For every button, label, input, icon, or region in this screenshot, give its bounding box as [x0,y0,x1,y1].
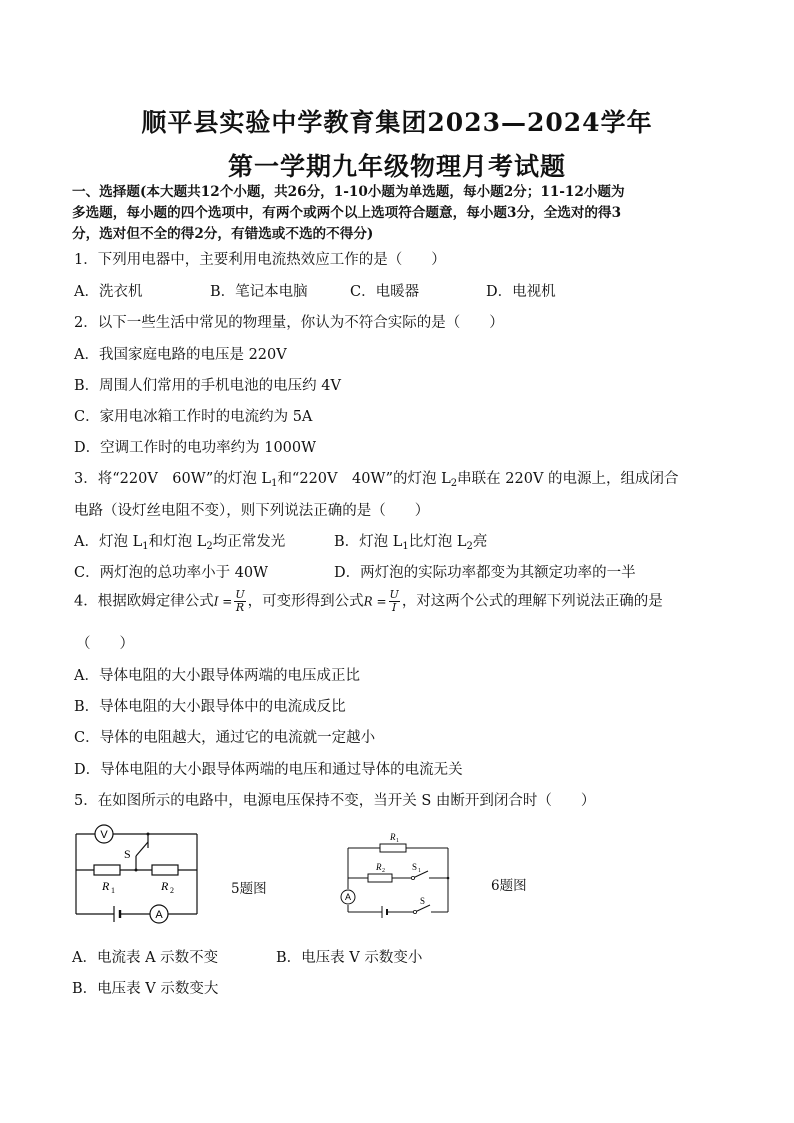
q2-option-a: A．我国家庭电路的电压是 220V [74,347,287,363]
q4-stem-text: ，可变形得到公式 [247,593,364,610]
q3-stem-text: 3．将“220V 60W”的灯泡 L [74,471,272,487]
junction-dot [447,877,450,880]
r2-label: R [161,879,169,893]
q2-option-b: B．周围人们常用的手机电池的电压约 4V [74,378,341,394]
voltmeter-label: V [100,829,108,841]
r1-label: R [390,832,396,842]
section1-instructions [72,182,722,245]
q4-option-c: C．导体的电阻越大，通过它的电流就一定越小 [74,730,376,746]
q1-option-c: C．电暖器 [350,284,420,300]
q3-option-b [334,530,487,552]
fraction-denominator: I [391,601,397,614]
fraction-numerator: U [235,588,245,601]
r1-subscript: 1 [111,886,115,895]
q1-stem: 1．下列用电器中，主要利用电流热效应工作的是（ ） [74,252,446,268]
figure6-caption: 6题图 [491,878,527,894]
formula-lhs: I = [213,594,233,609]
q4-stem [74,589,663,614]
exam-title-line2: 第一学期九年级物理月考试题 [227,152,566,181]
resistor-r1 [94,865,120,875]
option-text: B．灯泡 L [334,534,403,550]
q4-option-d: D．导体电阻的大小跟导体两端的电压和通过导体的电流无关 [74,762,463,778]
q2-option-d: D．空调工作时的电功率约为 1000W [74,440,317,456]
q1-option-b: B．笔记本电脑 [210,284,308,300]
q4-stem-text: ，对这两个公式的理解下列说法正确的是 [401,593,663,610]
q5-option-b: B．电压表 V 示数变小 [276,950,423,966]
q1-option-a: A．洗衣机 [74,284,143,300]
q3-option-d: D．两灯泡的实际功率都变为其额定功率的一半 [334,565,636,581]
formula-lhs: R = [363,594,387,609]
switch-blade [136,842,148,856]
s1-subscript: 1 [418,868,421,874]
resistor-r2 [368,874,392,882]
figure5-caption: 5题图 [231,881,267,897]
q3-stem-line2: 电路（设灯丝电阻不变），则下列说法正确的是（ ） [74,503,430,519]
instructions-line: 多选题，每小题的四个选项中，有两个或两个以上选项符合题意，每小题3分，全选对的得3 [72,205,622,221]
junction-dot [135,869,138,872]
option-subscript: 2 [206,541,213,552]
junction-dot [147,833,150,836]
option-text: 和灯泡 L [148,534,207,550]
q4-option-b: B．导体电阻的大小跟导体中的电流成反比 [74,699,346,715]
resistor-r2 [152,865,178,875]
switch-s-blade [415,905,430,912]
switch-contact [411,876,414,879]
option-text: 亮 [472,534,488,550]
q3-stem-text: 和“220V 40W”的灯泡 L [277,471,451,487]
q3-option-c: C．两灯泡的总功率小于 40W [74,565,269,581]
ammeter-label: A [344,892,352,902]
option-text: A．灯泡 L [74,534,143,550]
s-label: S [420,896,426,906]
q3-option-a [74,530,285,552]
option-text: 比灯泡 L [408,534,467,550]
instructions-line: 一、选择题(本大题共12个小题，共26分，1-10小题为单选题，每小题2分；11-12小题为 [72,184,625,200]
q2-stem: 2．以下一些生活中常见的物理量，你认为不符合实际的是（ ） [74,315,504,331]
q3-stem-text: 串联在 220V 的电源上，组成闭合 [457,471,679,487]
q5-option-c: B．电压表 V 示数变大 [72,981,219,997]
formula-fraction [389,589,400,614]
q3-subscript: 2 [450,478,458,489]
r1-subscript: 1 [396,838,399,844]
switch-contact [413,910,416,913]
fraction-numerator: U [389,588,399,601]
q2-option-c: C．家用电冰箱工作时的电流约为 5A [74,409,313,425]
option-subscript: 1 [402,541,409,552]
formula-fraction [234,589,245,614]
figure5-circuit [64,818,214,928]
q3-stem [74,467,679,489]
s1-label: S [412,862,418,872]
resistor-r1 [380,844,406,852]
q4-stem-line2: （ ） [76,636,134,652]
q3-subscript: 1 [271,478,278,489]
option-subscript: 1 [142,541,149,552]
q4-stem-text: 4．根据欧姆定律公式 [74,593,214,610]
fraction-denominator: R [235,601,245,614]
exam-title-line1: 顺平县实验中学教育集团2023—2024学年 [141,108,653,137]
switch-label: S [124,847,131,861]
r2-subscript: 2 [382,868,385,874]
q1-option-d: D．电视机 [486,284,556,300]
r2-subscript: 2 [170,886,174,895]
ammeter-label: A [155,909,163,921]
r2-label: R [376,862,382,872]
q4-option-a: A．导体电阻的大小跟导体两端的电压成正比 [74,668,360,684]
q5-option-a: A．电流表 A 示数不变 [72,950,219,966]
instructions-line: 分，选对但不全的得2分，有错选或不选的不得分) [72,226,374,242]
option-text: 均正常发光 [212,534,286,550]
q5-stem: 5．在如图所示的电路中，电源电压保持不变，当开关 S 由断开到闭合时（ ） [74,793,596,809]
option-subscript: 2 [466,541,473,552]
r1-label: R [102,879,110,893]
figure6-circuit [336,826,456,918]
